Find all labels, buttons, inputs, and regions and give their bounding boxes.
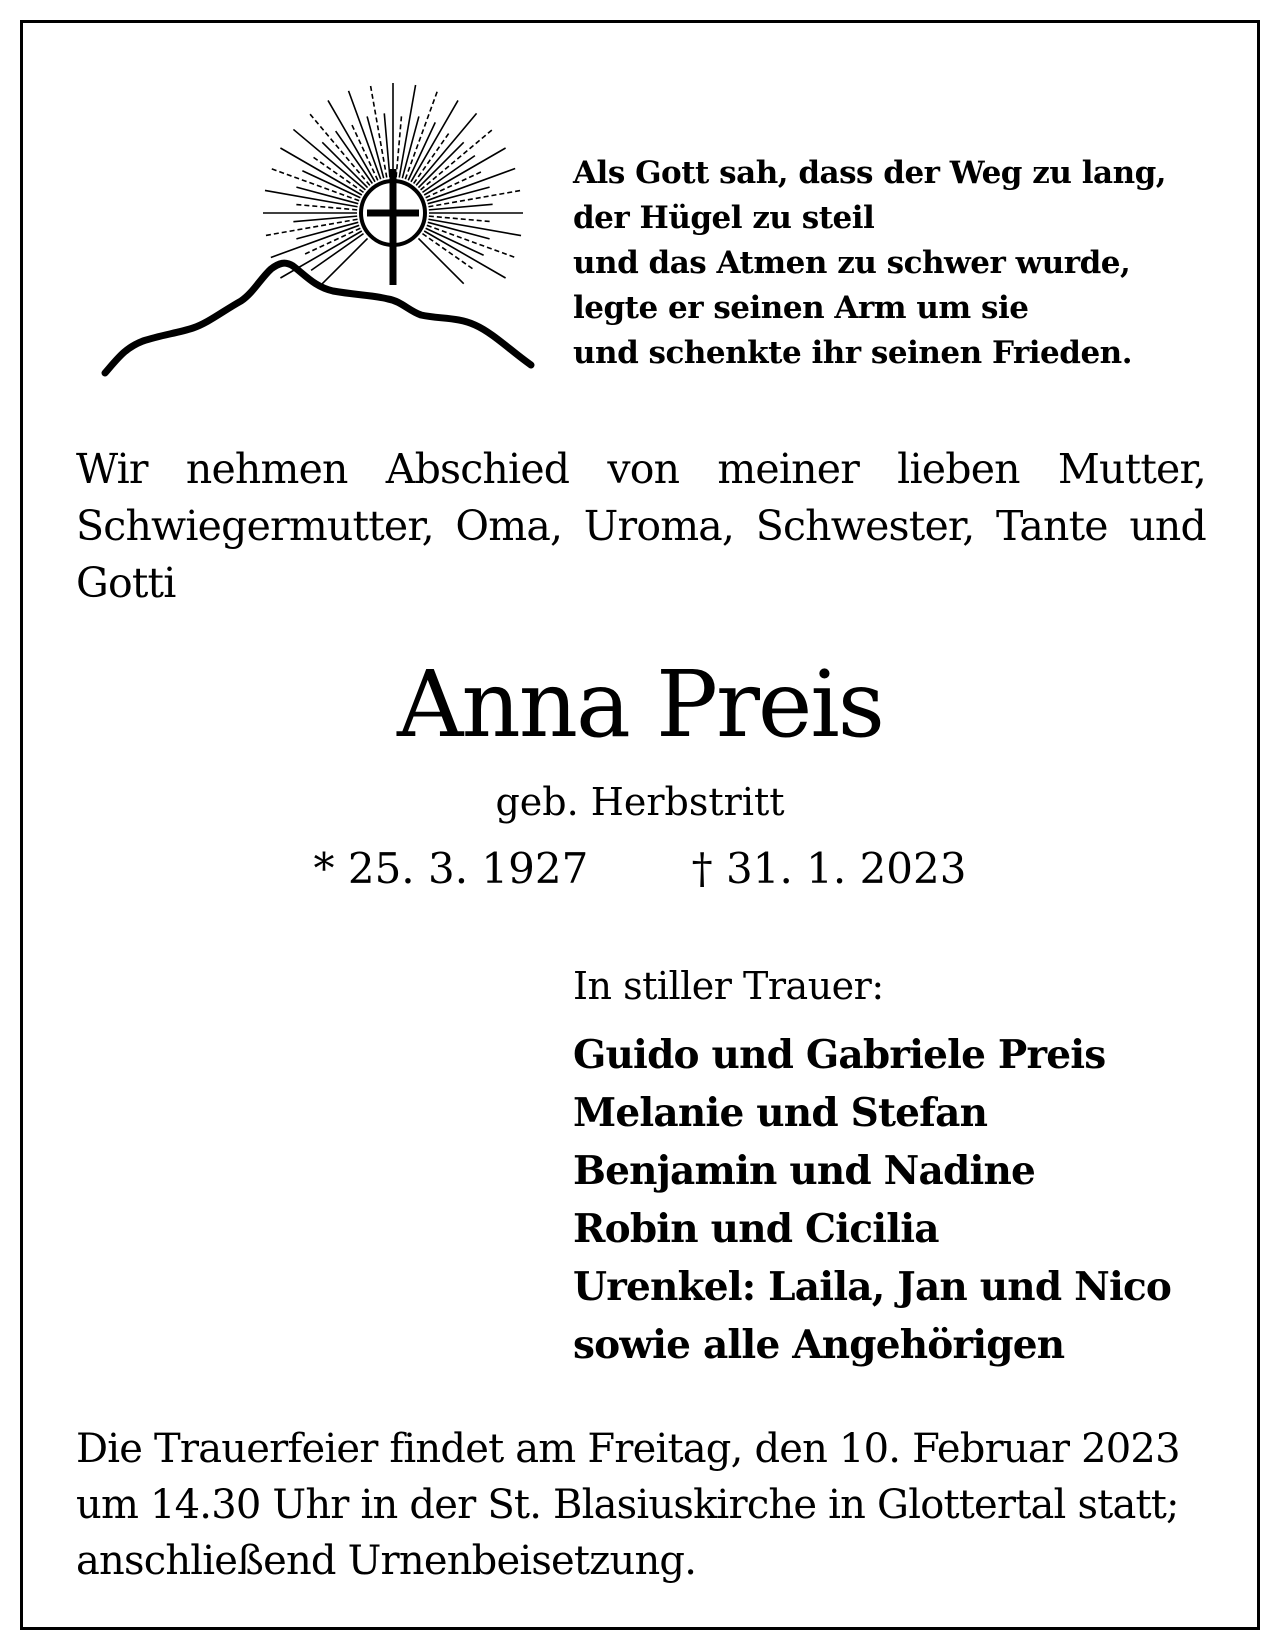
poem bbox=[573, 151, 1166, 376]
life-dates bbox=[23, 841, 1257, 897]
mourner-line: sowie alle Angehörigen bbox=[573, 1322, 1065, 1368]
poem-line: und das Atmen zu schwer wurde, bbox=[573, 245, 1131, 281]
poem-line: der Hügel zu steil bbox=[573, 200, 875, 236]
service-line: Die Trauerfeier findet am Freitag, den 10. Februar 2023 bbox=[76, 1426, 1180, 1472]
mourner-line: Benjamin und Nadine bbox=[573, 1148, 1036, 1194]
farewell-text: Wir nehmen Abschied von meiner lieben Mutter, Schwiegermutter, Oma, Uroma, Schwester, Tante und Gotti bbox=[76, 445, 1206, 607]
obituary-notice bbox=[20, 20, 1260, 1630]
poem-line: legte er seinen Arm um sie bbox=[573, 290, 1029, 326]
mourner-line: Guido und Gabriele Preis bbox=[573, 1032, 1106, 1078]
poem-line: Als Gott sah, dass der Weg zu lang, bbox=[573, 155, 1167, 191]
service-line: anschließend Urnenbeisetzung. bbox=[76, 1538, 697, 1584]
mourners-list bbox=[573, 1026, 1171, 1374]
service-info bbox=[76, 1421, 1206, 1589]
mourner-line: Robin und Cicilia bbox=[573, 1206, 939, 1252]
radiant-cross-on-mountain-icon bbox=[83, 73, 543, 393]
mourner-line: Urenkel: Laila, Jan und Nico bbox=[573, 1264, 1172, 1310]
death-date: † 31. 1. 2023 bbox=[691, 844, 967, 893]
maiden-name: geb. Herbstritt bbox=[495, 780, 785, 824]
service-line: um 14.30 Uhr in der St. Blasiuskirche in Glottertal statt; bbox=[76, 1482, 1179, 1528]
mourning-heading: In stiller Trauer: bbox=[573, 964, 884, 1008]
mourner-line: Melanie und Stefan bbox=[573, 1090, 988, 1136]
deceased-name: Anna Preis bbox=[397, 651, 883, 758]
birth-date: * 25. 3. 1927 bbox=[313, 844, 589, 893]
poem-line: und schenkte ihr seinen Frieden. bbox=[573, 335, 1132, 371]
